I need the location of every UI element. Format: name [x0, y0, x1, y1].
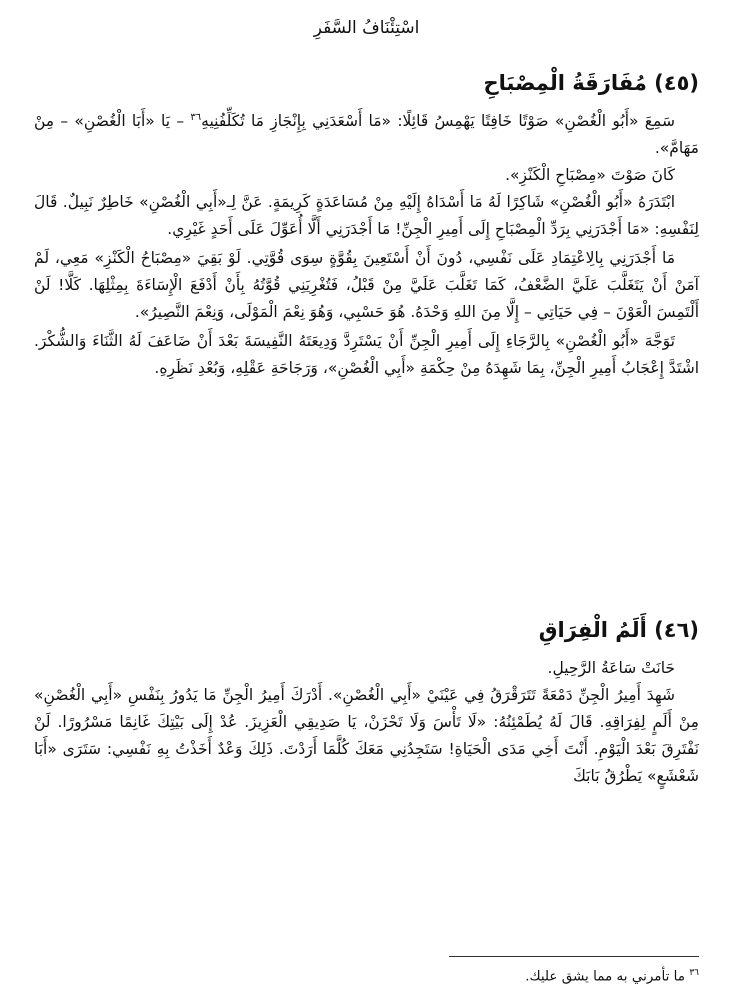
paragraph-text: سَمِعَ «أَبُو الْغُصْنِ» صَوْتًا خَافِتًا يَهْمِسُ قَائِلًا: «مَا أَسْعَدَنِي بِإِنْجَازِ مَا تُكَلِّفُنِيهِ [201, 112, 675, 130]
section-heading: (٤٥) مُفَارَقَةُ الْمِصْبَاحِ [483, 71, 699, 95]
footnote-reference[interactable]: ٣٦ [190, 111, 202, 123]
footnote [525, 963, 699, 987]
running-header: اسْتِئْنَافُ السَّفَرِ [313, 18, 420, 38]
paragraph: كَانَ صَوْتَ «مِصْبَاحِ الْكَنْزِ». [505, 166, 675, 184]
footnote-number: ٣٦ [689, 968, 699, 978]
paragraph-text: – يَا «أَبَا الْغُصْنِ» – مِنْ مَهَامَّ». [34, 112, 699, 157]
paragraph: مَا أَجْدَرَنِي بِالِاعْتِمَادِ عَلَى نَفْسِي، دُونَ أَنْ أَسْتَعِينَ بِقُوَّةٍ سِوَى قُوَّتِي. لَوْ بَقِيَ «مِصْبَاحُ الْكَنْزِ» مَعِي، لَمْ آمَنْ أَنْ يَتَغَلَّبَ عَلَيَّ الضَّعْفُ، كَمَا تَغَلَّبَ عَلَيَّ مِنْ قَبْلُ، فَتُغْرِيَنِي قُوَّتُهُ بِأَنْ أَدْفَعَ الْإِسَاءَةَ بِمِثْلِهَا. كَلَّا! لَنْ أَلْتَمِسَ الْعَوْنَ – فِي حَيَاتِي – إِلَّا مِنَ اللهِ وَحْدَهُ. هُوَ حَسْبِي، وَهُوَ نِعْمَ الْمَوْلَى، وَنِعْمَ النَّصِيرُ». [34, 249, 699, 321]
paragraph [34, 108, 699, 162]
paragraph: ابْتَدَرَهُ «أَبُو الْغُصْنِ» شَاكِرًا لَهُ مَا أَسْدَاهُ إِلَيْهِ مِنْ مُسَاعَدَةٍ كَرِيمَةٍ. عَنَّ لِـ«أَبِي الْغُصْنِ» خَاطِرٌ نَبِيلٌ. قَالَ لِنَفْسِهِ: «مَا أَجْدَرَنِي بِرَدِّ الْمِصْبَاحِ إِلَى أَمِيرِ الْجِنِّ! مَا أَجْدَرَنِي أَلَّا أُعَوِّلَ عَلَى أَحَدٍ غَيْرِي. [34, 193, 699, 238]
footnote-text: ما تأمرني به مما يشق عليك. [525, 968, 686, 985]
section-46 [34, 615, 699, 790]
paragraph: تَوَجَّهَ «أَبُو الْغُصْنِ» بِالرَّجَاءِ إِلَى أَمِيرِ الْجِنِّ أَنْ يَسْتَرِدَّ وَدِيعَتَهُ النَّفِيسَةَ بَعْدَ أَنْ ضَاعَفَ لَهُ الثَّنَاءَ وَالشُّكْرَ. اشْتَدَّ إِعْجَابُ أَمِيرِ الْجِنِّ، بِمَا شَهِدَهُ مِنْ حِكْمَةِ «أَبِي الْغُصْنِ»، وَرَجَاحَةِ عَقْلِهِ، وَبُعْدِ نَظَرِهِ. [34, 332, 699, 377]
section-45 [34, 68, 699, 382]
paragraph: شَهِدَ أَمِيرُ الْجِنِّ دَمْعَةً تَتَرَقْرَقُ فِي عَيْنَيْ «أَبِي الْغُصْنِ». أَدْرَكَ أَمِيرُ الْجِنِّ مَا يَدُورُ بِنَفْسِ «أَبِي الْغُصْنِ» مِنْ أَلَمٍ لِفِرَاقِهِ. قَالَ لَهُ يُطَمْئِنُهُ: «لَا تَأْسَ وَلَا تَحْزَنْ، يَا صَدِيقِي الْعَزِيزَ. عُدْ إِلَى بَيْتِكَ غَانِمًا مَسْرُورًا. لَنْ نَفْتَرِقَ بَعْدَ الْيَوْمِ. أَنْتَ أَخِي مَدَى الْحَيَاةِ! سَتَجِدُنِي مَعَكَ كُلَّمَا أَرَدْتَ. ذَلِكَ وَعْدٌ أَخَذْتُ بِهِ نَفْسِي: سَتَرَى «أَبَا شَعْشَعٍ» يَطْرُقُ بَابَكَ [34, 686, 699, 785]
paragraph: حَانَتْ سَاعَةُ الرَّحِيلِ. [547, 659, 675, 677]
section-heading: (٤٦) أَلَمُ الْفِرَاقِ [538, 618, 699, 642]
footnote-divider [449, 956, 699, 957]
